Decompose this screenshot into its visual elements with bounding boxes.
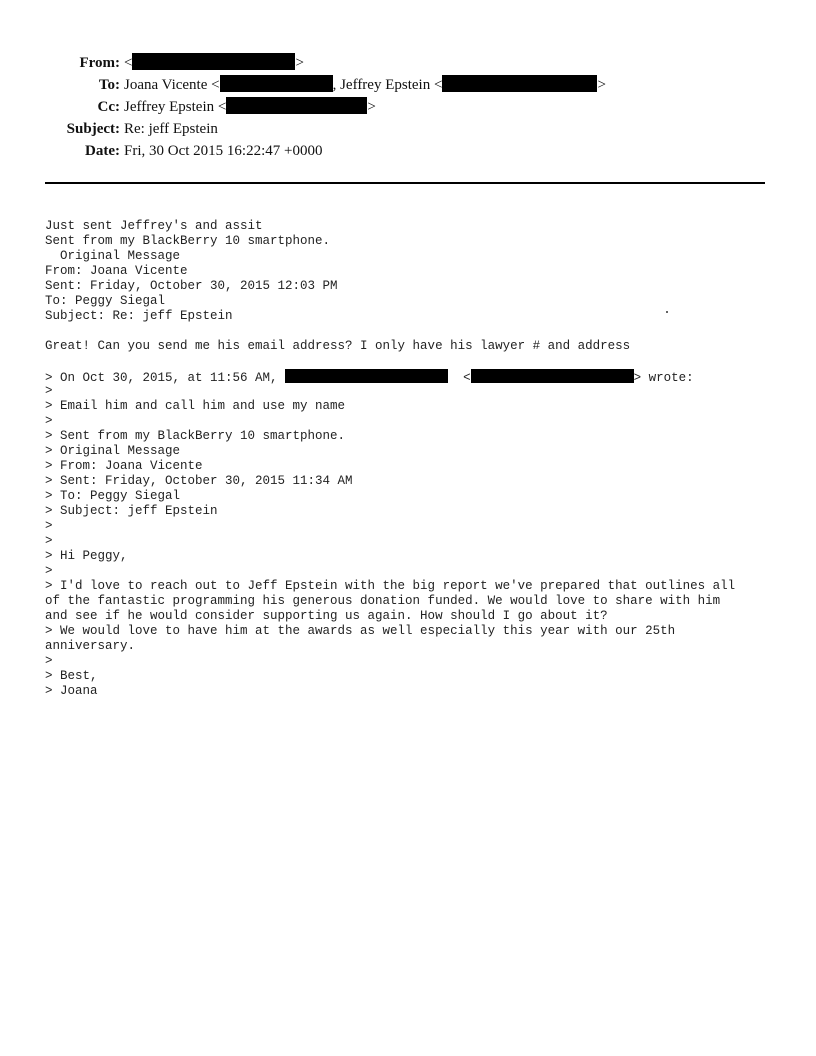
quote-header-line (45, 369, 785, 384)
quoted-line: > Subject: jeff Epstein (45, 504, 218, 518)
date-value: Fri, 30 Oct 2015 16:22:47 +0000 (124, 143, 323, 159)
header-divider (45, 182, 765, 184)
subject-label: Subject: (66, 121, 120, 137)
date-label: Date: (85, 143, 120, 159)
redacted-block (226, 97, 367, 114)
redacted-block (132, 53, 295, 70)
body-line: Original Message (45, 249, 181, 263)
redacted-block (220, 75, 333, 92)
from-close-bracket: > (295, 55, 304, 71)
quote-header-prefix: > On Oct 30, 2015, at 11:56 AM, (45, 371, 278, 385)
cc-label: Cc: (97, 99, 120, 115)
to-close-bracket: > (597, 77, 606, 93)
redacted-block (442, 75, 597, 92)
to-name-1: Joana Vicente (124, 77, 208, 93)
from-label: From: (79, 55, 120, 71)
cc-name: Jeffrey Epstein (124, 99, 215, 115)
to-label: To: (98, 77, 120, 93)
cc-value (124, 96, 376, 118)
quoted-line: > Original Message (45, 444, 181, 458)
cc-open-bracket: < (217, 99, 227, 115)
quoted-line: > (45, 654, 53, 668)
blank-line (45, 354, 785, 369)
to-value (124, 74, 606, 96)
quoted-line: > (45, 384, 53, 398)
quoted-line: > Hi Peggy, (45, 549, 128, 563)
quoted-line: > (45, 519, 53, 533)
from-value (124, 52, 304, 74)
quoted-line: > (45, 564, 53, 578)
quoted-line: of the fantastic programming his generous donation funded. We would love to share with him (45, 594, 721, 608)
quote-header-suffix: > wrote: (633, 371, 694, 385)
quoted-line: > I'd love to reach out to Jeff Epstein with the big report we've prepared that outlines all (45, 579, 736, 593)
subject-value: Re: jeff Epstein (124, 121, 218, 137)
quoted-line: > From: Joana Vicente (45, 459, 203, 473)
body-line: From: Joana Vicente (45, 264, 188, 278)
quoted-line: > Email him and call him and use my name (45, 399, 346, 413)
to-open-bracket-1: < (211, 77, 220, 93)
quoted-line: > Sent from my BlackBerry 10 smartphone. (45, 429, 346, 443)
redacted-block (285, 369, 448, 383)
cc-row (0, 96, 816, 118)
body-line: Sent: Friday, October 30, 2015 12:03 PM (45, 279, 338, 293)
quoted-line: > To: Peggy Siegal (45, 489, 181, 503)
quote-header-mid: < (463, 371, 471, 385)
body-line: Just sent Jeffrey's and assit (45, 219, 263, 233)
quoted-line: anniversary. (45, 639, 136, 653)
to-row (0, 74, 816, 96)
to-name-2: , Jeffrey Epstein (332, 77, 431, 93)
subject-row (0, 118, 816, 140)
body-line: Great! Can you send me his email address? I only have his lawyer # and address (45, 339, 631, 353)
quoted-line: > We would love to have him at the awards as well especially this year with our 25th (45, 624, 676, 638)
redacted-block (471, 369, 634, 383)
quoted-line: and see if he would consider supporting us again. How should I go about it? (45, 609, 608, 623)
to-open-bracket-2: < (433, 77, 443, 93)
email-body (45, 219, 785, 699)
from-row (0, 52, 816, 74)
cc-close-bracket: > (367, 99, 376, 115)
body-line: Sent from my BlackBerry 10 smartphone. (45, 234, 331, 248)
quoted-line: > Sent: Friday, October 30, 2015 11:34 AM (45, 474, 353, 488)
from-open-bracket: < (124, 55, 133, 71)
date-row (0, 140, 816, 162)
body-line: Subject: Re: jeff Epstein (45, 309, 233, 323)
email-header (0, 52, 816, 162)
blank-line (45, 324, 785, 339)
quoted-line: > Joana (45, 684, 98, 698)
body-line: To: Peggy Siegal (45, 294, 166, 308)
quoted-line: > (45, 414, 53, 428)
quoted-line: > (45, 534, 53, 548)
quoted-line: > Best, (45, 669, 98, 683)
